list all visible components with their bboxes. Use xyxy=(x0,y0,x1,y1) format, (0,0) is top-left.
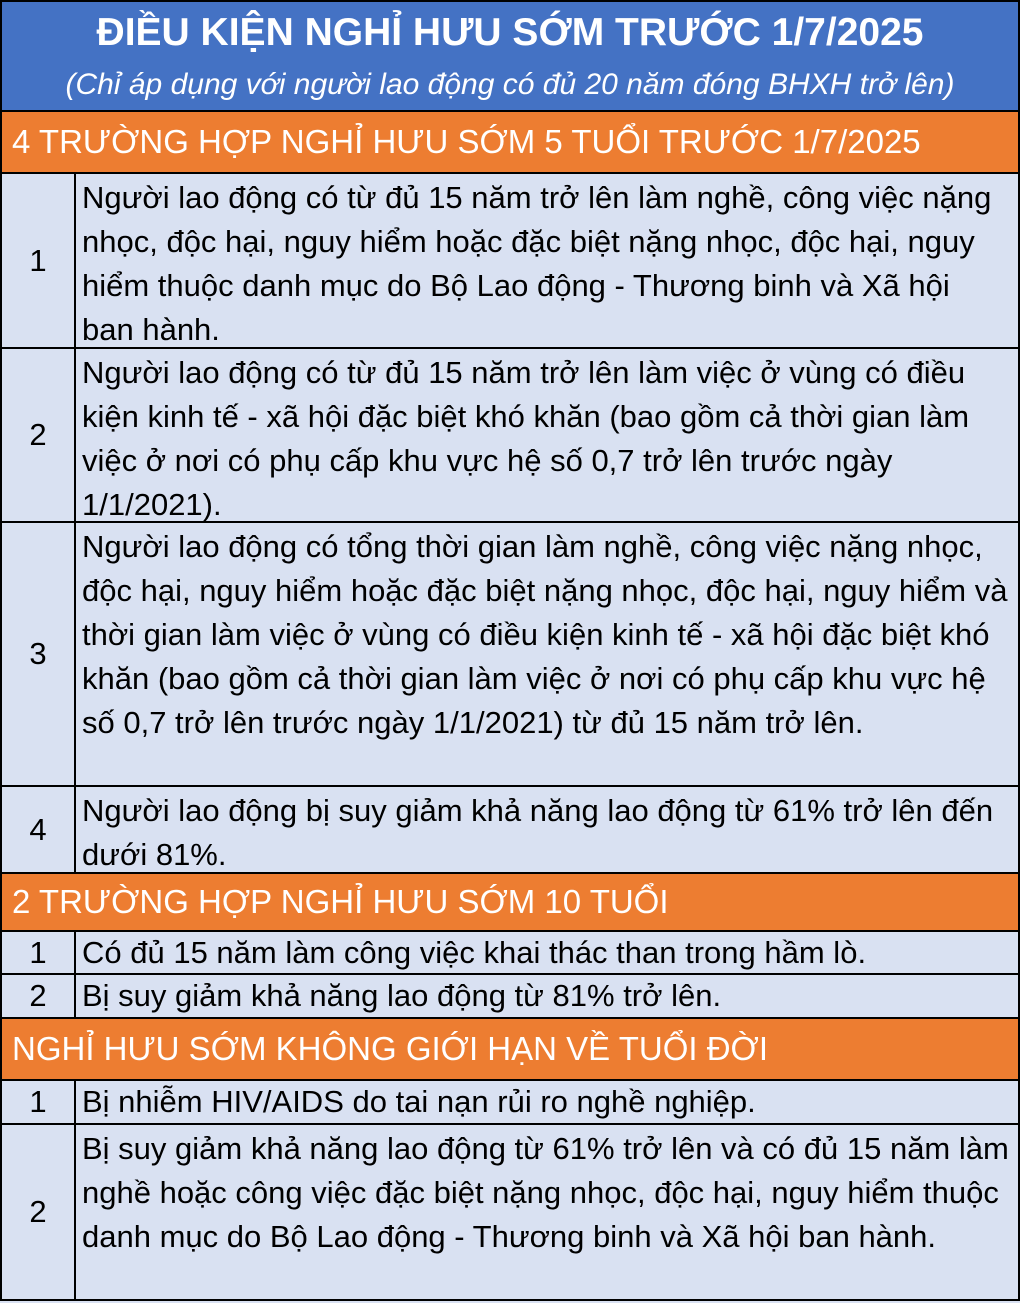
row-number: 2 xyxy=(2,1125,76,1299)
row-number: 2 xyxy=(2,349,76,521)
table-row xyxy=(0,1125,1020,1301)
row-number: 3 xyxy=(2,523,76,785)
row-text: Người lao động có từ đủ 15 năm trở lên làm nghề, công việc nặng nhọc, độc hại, nguy hiểm hoặc đặc biệt nặng nhọc, độc hại, nguy hiểm thuộc danh mục do Bộ Lao động - Thương binh và Xã hội ban hành. xyxy=(82,180,992,347)
table-header xyxy=(0,0,1020,112)
page-title: ĐIỀU KIỆN NGHỈ HƯU SỚM TRƯỚC 1/7/2025 xyxy=(96,11,924,54)
row-text: Người lao động có tổng thời gian làm nghề, công việc nặng nhọc, độc hại, nguy hiểm hoặc đặc biệt nặng nhọc, độc hại, nguy hiểm và thời gian làm việc ở vùng có điều kiện kinh tế - xã hội đặc biệt khó khăn (bao gồm cả thời gian làm việc ở nơi có phụ cấp khu vực hệ số 0,7 trở lên trước ngày 1/1/2021) từ đủ 15 năm trở lên. xyxy=(82,529,1008,740)
row-text: Người lao động bị suy giảm khả năng lao động từ 61% trở lên đến dưới 81%. xyxy=(82,793,994,872)
row-text: Bị suy giảm khả năng lao động từ 81% trở lên. xyxy=(82,978,722,1013)
table-row xyxy=(0,975,1020,1019)
section-heading-5-years: 4 TRƯỜNG HỢP NGHỈ HƯU SỚM 5 TUỔI TRƯỚC 1/7/2025 xyxy=(0,112,1020,174)
row-number: 4 xyxy=(2,787,76,872)
page-subtitle: (Chỉ áp dụng với người lao động có đủ 20 năm đóng BHXH trở lên) xyxy=(65,68,955,101)
row-number: 2 xyxy=(2,975,76,1017)
table-row xyxy=(0,932,1020,975)
row-number: 1 xyxy=(2,174,76,347)
section-heading-no-age-limit: NGHỈ HƯU SỚM KHÔNG GIỚI HẠN VỀ TUỔI ĐỜI xyxy=(0,1019,1020,1081)
section-heading-10-years: 2 TRƯỜNG HỢP NGHỈ HƯU SỚM 10 TUỔI xyxy=(0,874,1020,932)
row-text: Bị nhiễm HIV/AIDS do tai nạn rủi ro nghề nghiệp. xyxy=(82,1084,756,1119)
table-row xyxy=(0,787,1020,874)
row-text: Bị suy giảm khả năng lao động từ 61% trở lên và có đủ 15 năm làm nghề hoặc công việc đặc biệt nặng nhọc, độc hại, nguy hiểm thuộc danh mục do Bộ Lao động - Thương binh và Xã hội ban hành. xyxy=(82,1131,1009,1254)
row-number: 1 xyxy=(2,1081,76,1123)
table-row xyxy=(0,174,1020,349)
table-row xyxy=(0,523,1020,787)
row-number: 1 xyxy=(2,932,76,973)
row-text: Có đủ 15 năm làm công việc khai thác than trong hầm lò. xyxy=(82,935,867,970)
table-row xyxy=(0,1081,1020,1125)
table-row xyxy=(0,349,1020,523)
row-text: Người lao động có từ đủ 15 năm trở lên làm việc ở vùng có điều kiện kinh tế - xã hội đặc biệt khó khăn (bao gồm cả thời gian làm việc ở nơi có phụ cấp khu vực hệ số 0,7 trở lên trước ngày 1/1/2021). xyxy=(82,355,970,522)
